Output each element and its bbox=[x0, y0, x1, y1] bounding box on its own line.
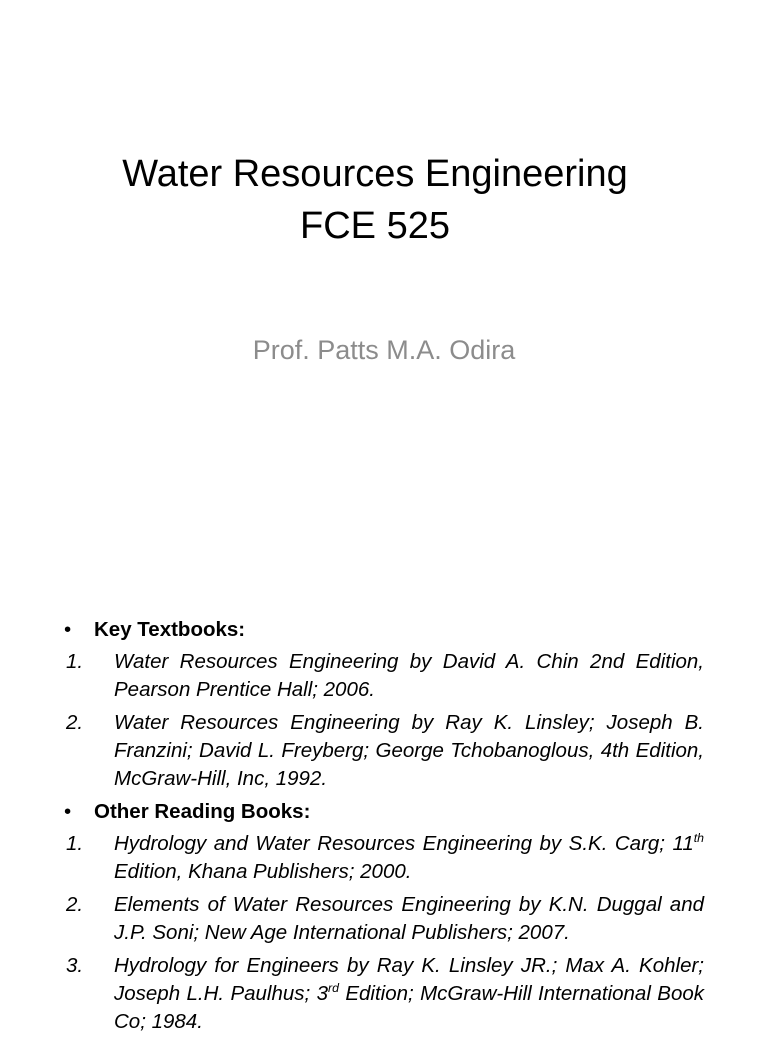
list-item-number: 1. bbox=[66, 650, 84, 673]
list-item bbox=[62, 891, 704, 947]
list-item-text: Water Resources Engineering by David A. Chin 2nd Edition, Pearson Prentice Hall; 2006. bbox=[114, 650, 704, 701]
bullet-dot-icon: • bbox=[64, 800, 72, 823]
list-item-text-start: Hydrology for Engineers by Ray K. Linsley JR.; Max A. Kohler; Joseph L.H. Paulhus; 3 bbox=[114, 954, 704, 1005]
slide-subtitle: Prof. Patts M.A. Odira bbox=[252, 335, 516, 365]
list-item-text-end: Edition; McGraw-Hill International Book Co; 1984. bbox=[114, 982, 704, 1033]
key-textbooks-heading: Key Textbooks: bbox=[94, 618, 246, 641]
list-item-text bbox=[114, 954, 704, 1033]
list-item bbox=[62, 830, 704, 886]
list-item-number: 1. bbox=[66, 832, 84, 855]
title-course-code: FCE 525 bbox=[300, 205, 450, 247]
other-reading-heading: Other Reading Books: bbox=[94, 800, 311, 823]
slide-title bbox=[0, 148, 750, 252]
list-item-number: 2. bbox=[66, 711, 84, 734]
key-textbooks-heading-row bbox=[62, 616, 704, 644]
title-line-1: Water Resources Engineering bbox=[122, 153, 628, 195]
list-item-text bbox=[114, 832, 704, 883]
list-item-number: 2. bbox=[66, 893, 84, 916]
other-reading-heading-row bbox=[62, 798, 704, 826]
list-item bbox=[62, 709, 704, 793]
list-item-text-start: Hydrology and Water Resources Engineering by S.K. Carg; 11 bbox=[114, 832, 694, 855]
list-item-text: Water Resources Engineering by Ray K. Linsley; Joseph B. Franzini; David L. Freyberg; George Tchobanoglous, 4th Edition, McGraw-Hill, Inc, 1992. bbox=[114, 711, 704, 790]
list-item bbox=[62, 952, 704, 1036]
list-item-text: Elements of Water Resources Engineering by K.N. Duggal and J.P. Soni; New Age International Publishers; 2007. bbox=[114, 893, 704, 944]
list-item-text-end: Edition, Khana Publishers; 2000. bbox=[114, 860, 412, 883]
bullet-dot-icon: • bbox=[64, 618, 72, 641]
key-textbooks-list bbox=[62, 648, 704, 793]
list-item-superscript: rd bbox=[328, 981, 339, 996]
list-item bbox=[62, 648, 704, 704]
other-reading-list bbox=[62, 830, 704, 1036]
reading-list bbox=[62, 616, 704, 1041]
list-item-number: 3. bbox=[66, 954, 84, 977]
list-item-superscript: th bbox=[693, 831, 704, 846]
